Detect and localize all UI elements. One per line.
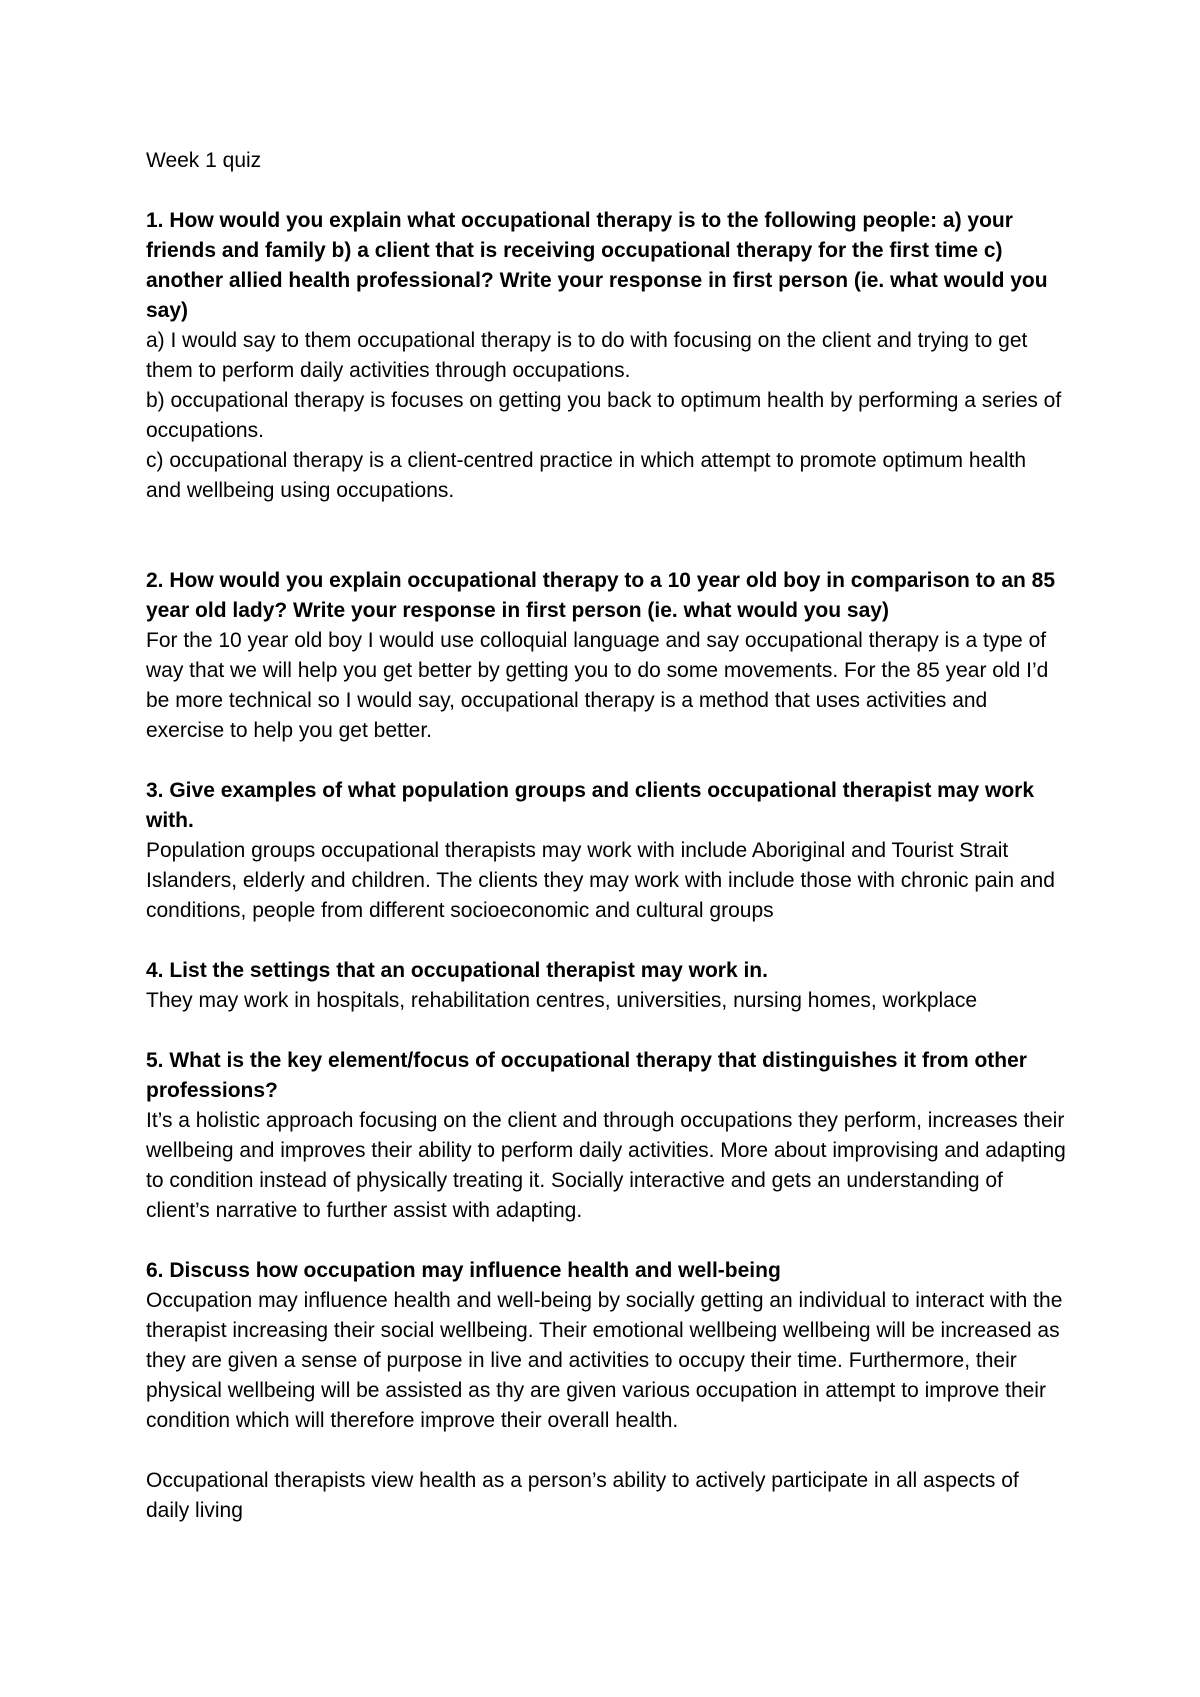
quiz-section-6: [146, 1256, 1066, 1436]
answer-4: They may work in hospitals, rehabilitation centres, universities, nursing homes, workplace: [146, 989, 978, 1012]
question-5: 5. What is the key element/focus of occupational therapy that distinguishes it from other professions?: [146, 1049, 1027, 1102]
answer-6: Occupation may influence health and well-being by socially getting an individual to interact with the therapist increasing their social wellbeing. Their emotional wellbeing wellbeing will be increased as they are given a sense of purpose in live and activities to occupy their time. Furthermore, their physical wellbeing will be assisted as thy are given various occupation in attempt to improve their condition which will therefore improve their overall health.: [146, 1289, 1063, 1432]
answer-2: For the 10 year old boy I would use colloquial language and say occupational therapy is a type of way that we will help you get better by getting you to do some movements. For the 85 year old I’d be more technical so I would say, occupational therapy is a method that uses activities and exercise to help you get better.: [146, 629, 1049, 742]
quiz-section-4: [146, 956, 1066, 1016]
quiz-section-1: [146, 206, 1066, 506]
answer-1: a) I would say to them occupational therapy is to do with focusing on the client and trying to get them to perform daily activities through occupations. b) occupational therapy is focuses on getting you back to optimum health by performing a series of occupations. c) occupational therapy is a client-centred practice in which attempt to promote optimum health and wellbeing using occupations.: [146, 329, 1062, 502]
question-3: 3. Give examples of what population groups and clients occupational therapist may work with.: [146, 779, 1035, 832]
question-6: 6. Discuss how occupation may influence health and well-being: [146, 1259, 781, 1282]
quiz-section-5: [146, 1046, 1066, 1226]
quiz-section-2: [146, 566, 1066, 746]
answer-5: It’s a holistic approach focusing on the client and through occupations they perform, increases their wellbeing and improves their ability to perform daily activities. More about improvising and adapting to condition instead of physically treating it. Socially interactive and gets an understanding of client’s narrative to further assist with adapting.: [146, 1109, 1066, 1222]
document-page: [146, 146, 1066, 1526]
question-2: 2. How would you explain occupational therapy to a 10 year old boy in comparison to an 85 year old lady? Write your response in first person (ie. what would you say): [146, 569, 1056, 622]
quiz-section-3: [146, 776, 1066, 926]
document-title: Week 1 quiz: [146, 149, 262, 172]
question-1: 1. How would you explain what occupational therapy is to the following people: a) your friends and family b) a client that is receiving occupational therapy for the first time c) another allied health professional? Write your response in first person (ie. what would you say): [146, 209, 1048, 322]
answer-3: Population groups occupational therapists may work with include Aboriginal and Tourist Strait Islanders, elderly and children. The clients they may work with include those with chronic pain and conditions, people from different socioeconomic and cultural groups: [146, 839, 1055, 922]
question-4: 4. List the settings that an occupational therapist may work in.: [146, 959, 768, 982]
closing-statement: Occupational therapists view health as a person’s ability to actively participate in all aspects of daily living: [146, 1469, 1019, 1522]
